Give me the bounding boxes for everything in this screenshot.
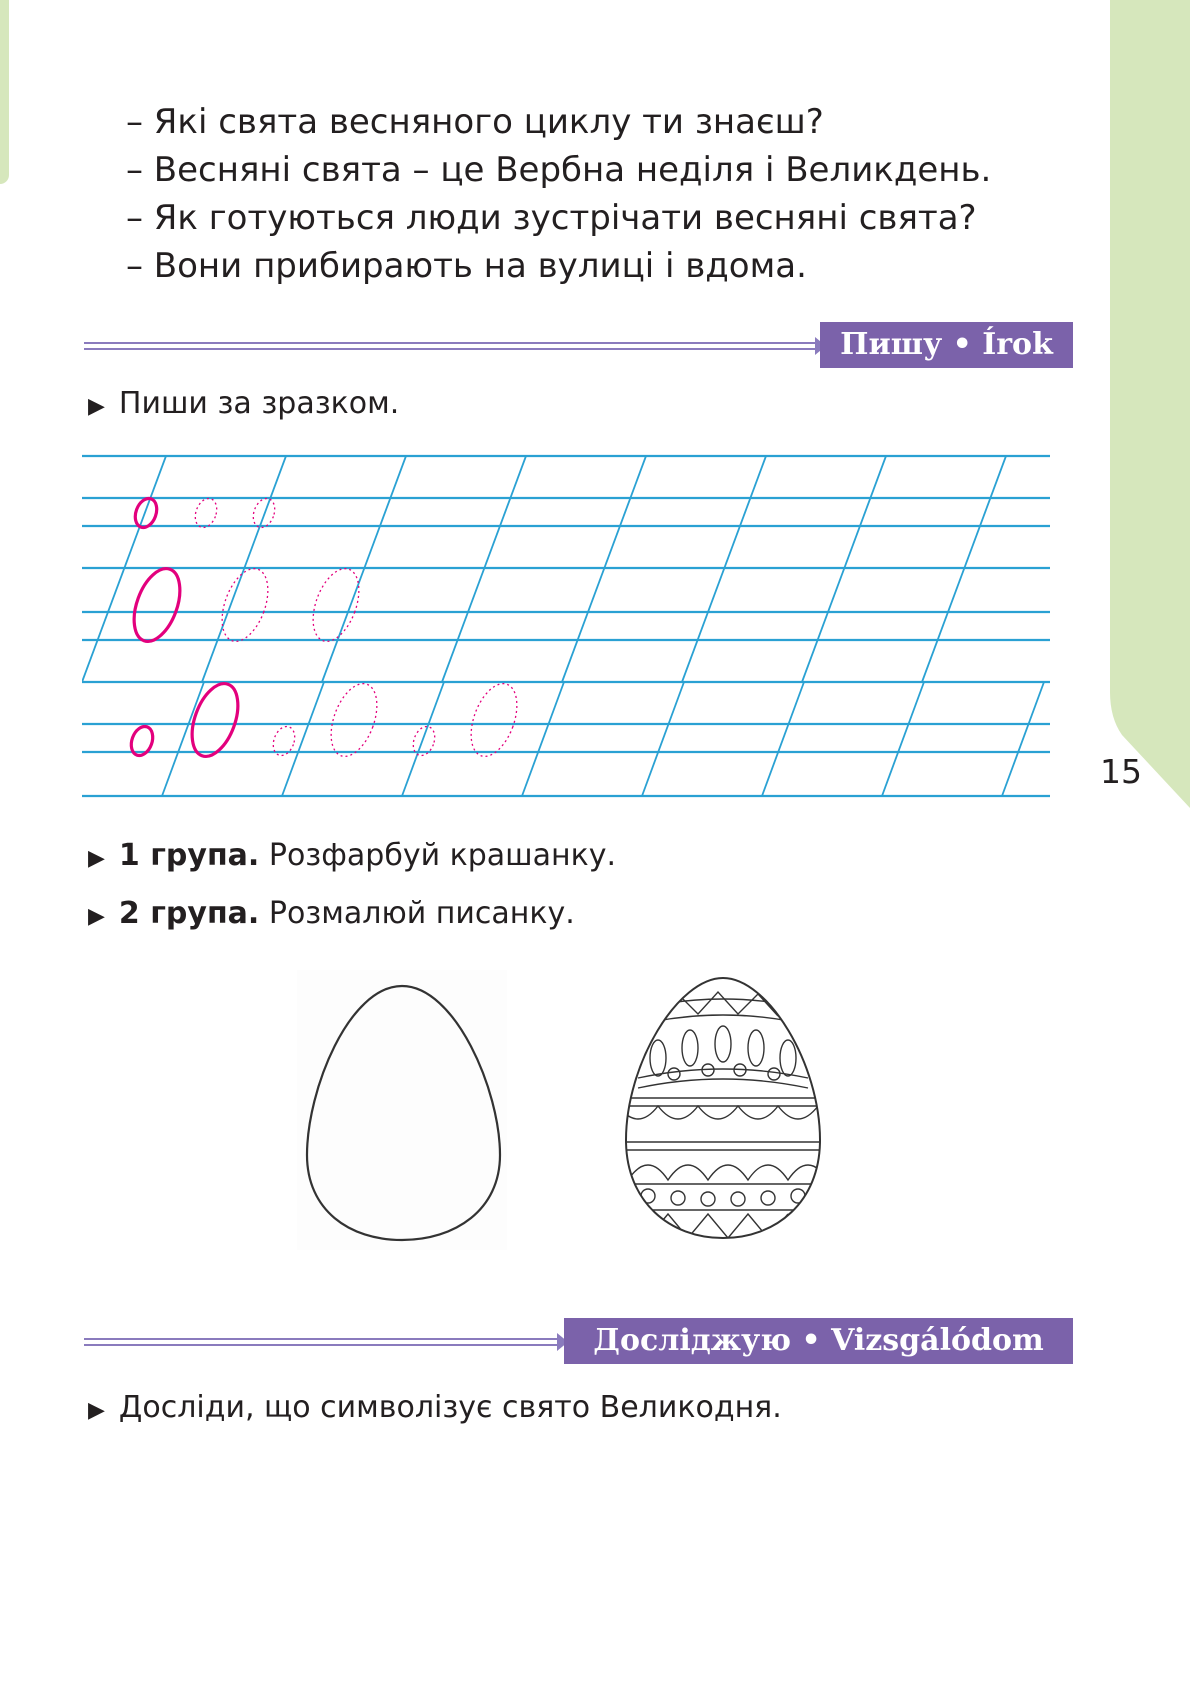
dialogue-line: – Як готуються люди зустрічати весняні свята? [126,198,977,238]
writing-instruction-text: Пиши за зразком. [118,386,400,421]
sample-oval-large [125,562,189,647]
task-group-1-label: 1 група. [118,838,260,873]
task-group-2-text: Розмалюй писанку. [268,896,575,931]
research-instruction [88,1388,782,1431]
pysanka-pattern-egg-image[interactable] [618,974,828,1244]
plain-egg-outline-image[interactable] [297,970,507,1250]
sample-oval-small [127,723,156,758]
dialogue-line: – Вони прибирають на вулиці і вдома. [126,246,807,286]
trace-oval-large [462,677,526,762]
trace-oval-large [213,562,277,647]
section-badge-research: Досліджую • Vizsgálódom [564,1318,1073,1364]
trace-oval-small [269,723,298,758]
dialogue-line: – Весняні свята – це Вербна неділя і Великдень. [126,150,992,190]
slant-line [762,682,804,796]
chapter-side-band [1110,0,1190,820]
triangle-bullet-icon: ▶ [88,846,105,871]
trace-oval-small [409,723,438,758]
slant-line [402,682,444,796]
trace-oval-large [322,677,386,762]
writing-instruction [88,384,399,427]
handwriting-practice-grid[interactable] [82,452,1052,812]
task-group-2 [88,894,575,937]
page-number: 15 [1100,752,1142,791]
sample-oval-large [183,677,247,762]
task-group-1-text: Розфарбуй крашанку. [268,838,617,873]
triangle-bullet-icon: ▶ [88,394,105,419]
slant-line [1002,682,1044,796]
task-group-1 [88,836,616,879]
triangle-bullet-icon: ▶ [88,904,105,929]
triangle-bullet-icon: ▶ [88,1398,105,1423]
slant-line [642,682,684,796]
research-instruction-text: Досліди, що символізує свято Великодня. [118,1390,782,1425]
section-badge-writing: Пишу • Írok [820,322,1073,368]
trace-oval-large [304,562,368,647]
section-divider [84,340,816,352]
left-margin-tab [0,0,9,184]
dialogue-list [126,98,991,290]
slant-line [162,682,204,796]
slant-line [282,682,324,796]
slant-line [882,682,924,796]
dialogue-line: – Які свята весняного циклу ти знаєш? [126,102,824,142]
task-group-2-label: 2 група. [118,896,260,931]
slant-line [522,682,564,796]
section-divider [84,1336,558,1348]
